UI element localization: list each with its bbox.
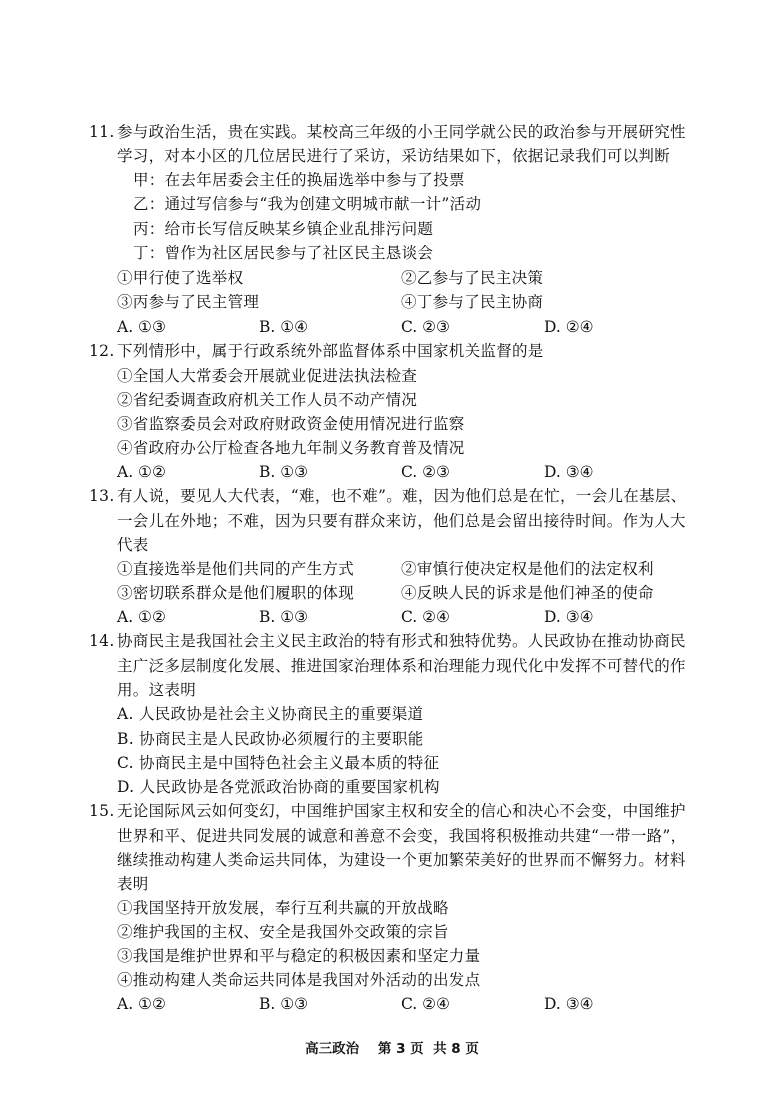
- record-line: 丁：曾作为社区居民参与了社区民主恳谈会: [133, 244, 434, 262]
- question-stem-line: 协商民主是我国社会主义民主政治的特有形式和独特优势。人民政协在推动协商民: [117, 632, 686, 650]
- question-number: 15.: [89, 802, 115, 820]
- choice-d: D. ③④: [544, 608, 594, 626]
- statement: ①甲行使了选举权: [117, 269, 244, 287]
- record-line: 乙：通过写信参与“我为创建文明城市献一计”活动: [133, 195, 482, 213]
- question-stem-line: 无论国际风云如何变幻，中国维护国家主权和安全的信心和决心不会变，中国维护: [117, 802, 686, 820]
- statement: ①直接选举是他们共同的产生方式: [117, 560, 355, 578]
- question-stem-line: 继续推动构建人类命运共同体，为建设一个更加繁荣美好的世界而不懈努力。材料: [117, 851, 686, 869]
- option-c: C. 协商民主是中国特色社会主义最本质的特征: [117, 754, 440, 772]
- question-stem-line: 一会儿在外地；不难，因为只要有群众来访，他们总是会留出接待时间。作为人大: [117, 512, 686, 530]
- choice-c: C. ②④: [401, 608, 450, 626]
- statement: ③我国是维护世界和平与稳定的积极因素和坚定力量: [117, 947, 481, 965]
- option-a: A. 人民政协是社会主义协商民主的重要渠道: [117, 705, 424, 723]
- statement: ②省纪委调查政府机关工作人员不动产情况: [117, 391, 418, 409]
- choice-b: B. ①③: [259, 608, 309, 626]
- option-b: B. 协商民主是人民政协必须履行的主要职能: [117, 730, 424, 748]
- statement: ①我国坚持开放发展，奉行互利共赢的开放战略: [117, 899, 449, 917]
- question-number: 13.: [89, 487, 115, 505]
- choice-d: D. ②④: [544, 318, 594, 336]
- choice-a: A. ①②: [117, 463, 166, 481]
- question-stem-line: 代表: [117, 536, 149, 554]
- statement: ②乙参与了民主决策: [401, 269, 544, 287]
- page-footer: 高三政治 第 3 页 共 8 页: [305, 1041, 479, 1057]
- statement: ③密切联系群众是他们履职的体现: [117, 584, 355, 602]
- choice-a: A. ①②: [117, 995, 166, 1013]
- choice-c: C. ②④: [401, 995, 450, 1013]
- choice-b: B. ①③: [259, 463, 309, 481]
- statement: ④反映人民的诉求是他们神圣的使命: [401, 584, 654, 602]
- statement: ④推动构建人类命运共同体是我国对外活动的出发点: [117, 971, 481, 989]
- question-stem-line: 学习，对本小区的几位居民进行了采访，采访结果如下，依据记录我们可以判断: [117, 147, 671, 165]
- choice-b: B. ①③: [259, 995, 309, 1013]
- choice-d: D. ③④: [544, 463, 594, 481]
- question-number: 11.: [89, 123, 115, 141]
- record-line: 丙：给市长写信反映某乡镇企业乱排污问题: [133, 220, 434, 238]
- question-number: 14.: [89, 632, 115, 650]
- question-stem-line: 用。这表明: [117, 681, 197, 699]
- question-stem-line: 下列情形中，属于行政系统外部监督体系中国家机关监督的是: [117, 342, 544, 360]
- question-stem-line: 主广泛多层制度化发展、推进国家治理体系和治理能力现代化中发挥不可替代的作: [117, 657, 686, 675]
- record-line: 甲：在去年居委会主任的换届选举中参与了投票: [133, 171, 465, 189]
- option-d: D. 人民政协是各党派政治协商的重要国家机构: [117, 778, 440, 796]
- choice-c: C. ②③: [401, 318, 450, 336]
- statement: ①全国人大常委会开展就业促进法执法检查: [117, 367, 418, 385]
- question-stem-line: 参与政治生活，贵在实践。某校高三年级的小王同学就公民的政治参与开展研究性: [117, 123, 686, 141]
- choice-d: D. ③④: [544, 995, 594, 1013]
- choice-b: B. ①④: [259, 318, 309, 336]
- question-stem-line: 有人说，要见人大代表，“难，也不难”。难，因为他们总是在忙，一会儿在基层、: [117, 487, 687, 505]
- statement: ②审慎行使决定权是他们的法定权利: [401, 560, 654, 578]
- statement: ③省监察委员会对政府财政资金使用情况进行监察: [117, 415, 465, 433]
- question-stem-line: 表明: [117, 875, 149, 893]
- statement: ④省政府办公厅检查各地九年制义务教育普及情况: [117, 439, 465, 457]
- choice-c: C. ②③: [401, 463, 450, 481]
- statement: ③丙参与了民主管理: [117, 293, 260, 311]
- question-number: 12.: [89, 342, 115, 360]
- statement: ④丁参与了民主协商: [401, 293, 544, 311]
- statement: ②维护我国的主权、安全是我国外交政策的宗旨: [117, 923, 449, 941]
- question-stem-line: 世界和平、促进共同发展的诚意和善意不会变，我国将积极推动共建“一带一路”，: [117, 827, 687, 845]
- choice-a: A. ①②: [117, 608, 166, 626]
- choice-a: A. ①③: [117, 318, 166, 336]
